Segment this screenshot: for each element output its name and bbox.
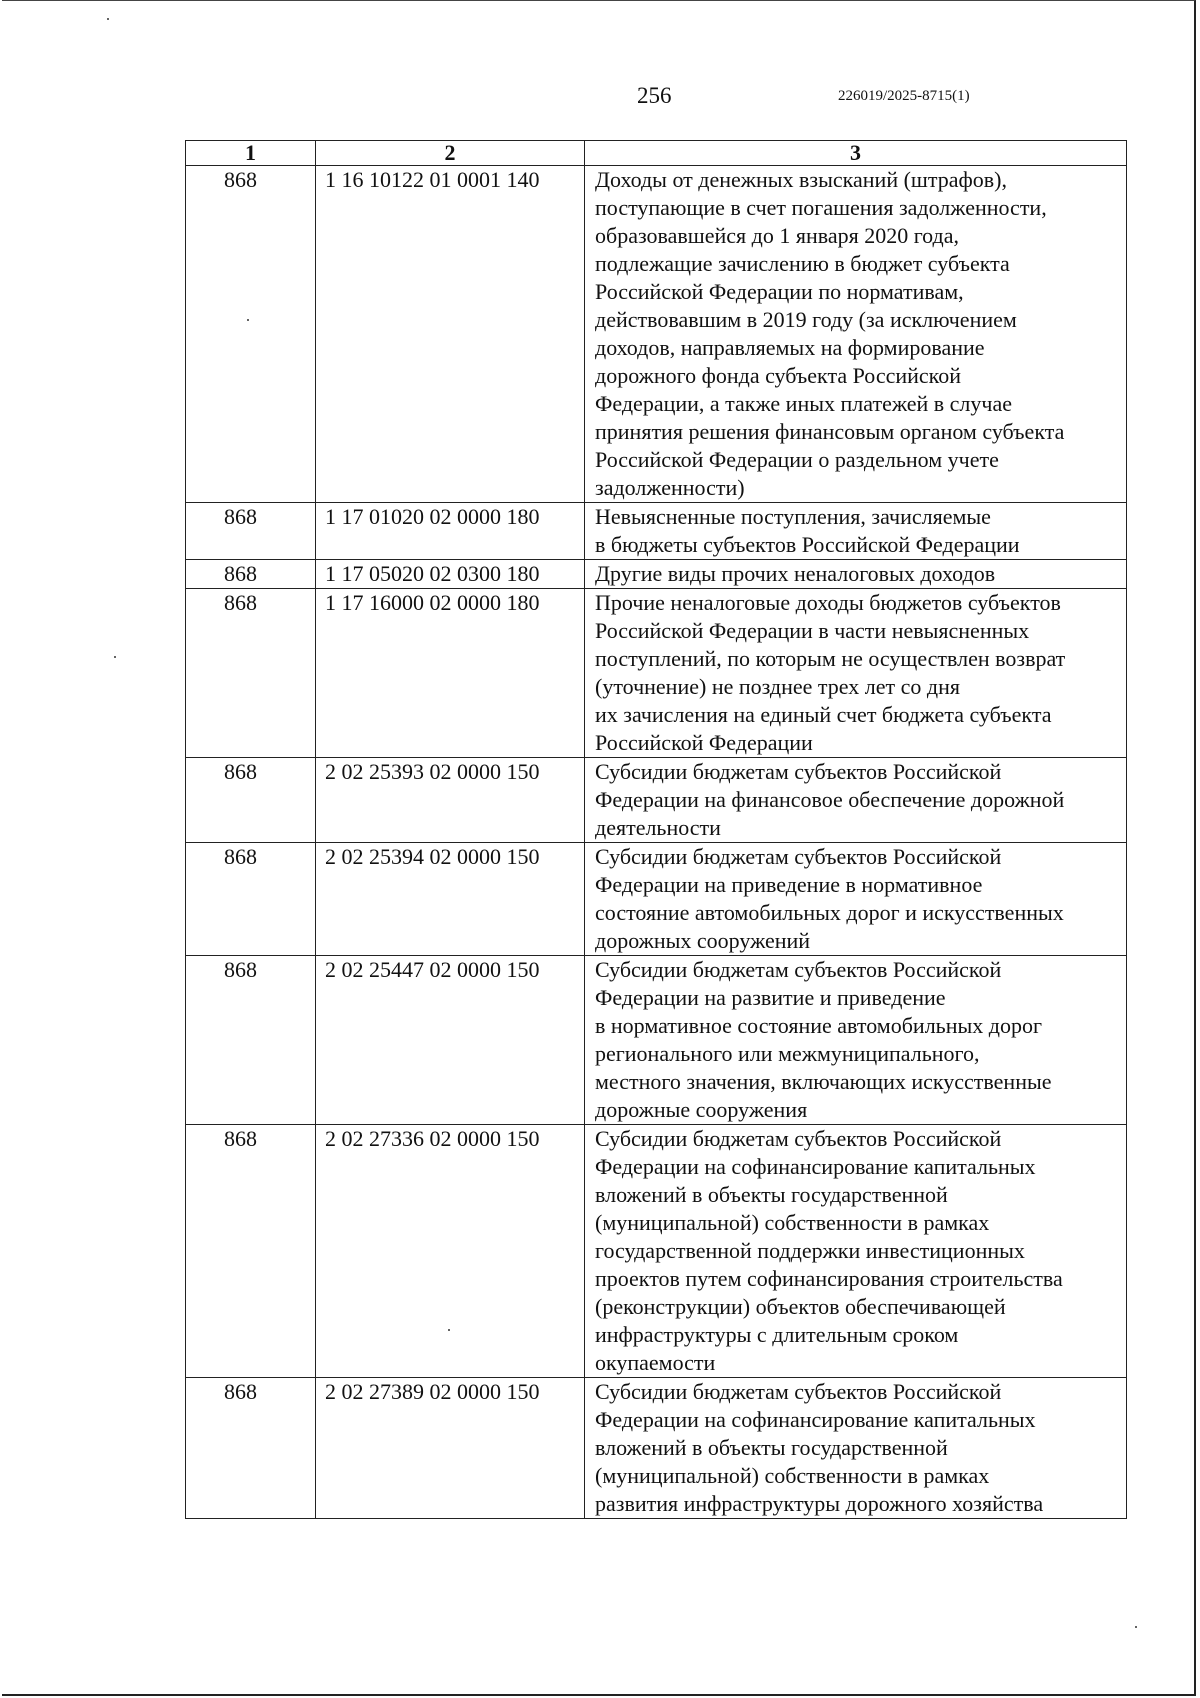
revenue-name-line: состояние автомобильных дорог и искусственных bbox=[595, 900, 1064, 925]
revenue-name-line: вложений в объекты государственной bbox=[595, 1182, 948, 1207]
revenue-name-line: Доходы от денежных взысканий (штрафов), bbox=[595, 167, 1007, 192]
table-row bbox=[186, 166, 1127, 503]
revenue-name-line: Федерации на финансовое обеспечение дорожной bbox=[595, 787, 1065, 812]
admin-code-cell: 868 bbox=[186, 503, 316, 560]
revenue-name-line: Субсидии бюджетам субъектов Российской bbox=[595, 957, 1002, 982]
table-row bbox=[186, 843, 1127, 956]
revenue-name-line: образовавшейся до 1 января 2020 года, bbox=[595, 223, 959, 248]
revenue-name-line: действовавшим в 2019 году (за исключением bbox=[595, 307, 1017, 332]
revenue-name-cell bbox=[585, 503, 1127, 560]
revenue-name-line: Субсидии бюджетам субъектов Российской bbox=[595, 844, 1002, 869]
admin-code-cell: 868 bbox=[186, 843, 316, 956]
revenue-code-cell: 2 02 27336 02 0000 150 bbox=[316, 1125, 585, 1378]
revenue-name-line: (муниципальной) собственности в рамках bbox=[595, 1463, 990, 1488]
revenue-name-line: Федерации на софинансирование капитальных bbox=[595, 1407, 1036, 1432]
revenue-name-line: государственной поддержки инвестиционных bbox=[595, 1238, 1025, 1263]
revenue-name-line: деятельности bbox=[595, 815, 721, 840]
revenue-name-line: Федерации на софинансирование капитальных bbox=[595, 1154, 1036, 1179]
revenue-name-line: Российской Федерации bbox=[595, 730, 813, 755]
revenue-name-line: местного значения, включающих искусственные bbox=[595, 1069, 1052, 1094]
revenue-name-line: дорожные сооружения bbox=[595, 1097, 808, 1122]
revenue-name-line: Невыясненные поступления, зачисляемые bbox=[595, 504, 991, 529]
revenue-name-line: Прочие неналоговые доходы бюджетов субъектов bbox=[595, 590, 1061, 615]
admin-code-cell: 868 bbox=[186, 1125, 316, 1378]
revenue-name-line: дорожного фонда субъекта Российской bbox=[595, 363, 962, 388]
scan-speck bbox=[1135, 1626, 1137, 1628]
column-header-1: 1 bbox=[186, 141, 316, 166]
table-row bbox=[186, 1125, 1127, 1378]
revenue-name-line: инфраструктуры с длительным сроком bbox=[595, 1322, 959, 1347]
revenue-code-cell: 1 17 01020 02 0000 180 bbox=[316, 503, 585, 560]
revenue-name-line: окупаемости bbox=[595, 1350, 716, 1375]
revenue-name-line: Другие виды прочих неналоговых доходов bbox=[595, 561, 996, 586]
revenue-name-line: Федерации на приведение в нормативное bbox=[595, 872, 983, 897]
revenue-code-cell: 1 17 05020 02 0300 180 bbox=[316, 560, 585, 589]
revenue-name-cell bbox=[585, 1378, 1127, 1519]
revenue-name-line: (уточнение) не позднее трех лет со дня bbox=[595, 674, 960, 699]
revenue-name-line: подлежащие зачислению в бюджет субъекта bbox=[595, 251, 1010, 276]
page-number: 256 bbox=[637, 83, 672, 108]
revenue-name-cell bbox=[585, 956, 1127, 1125]
revenue-name-line: Федерации, а также иных платежей в случае bbox=[595, 391, 1013, 416]
revenue-name-line: дорожных сооружений bbox=[595, 928, 811, 953]
document-reference: 226019/2025-8715(1) bbox=[838, 88, 970, 104]
revenue-name-line: доходов, направляемых на формирование bbox=[595, 335, 985, 360]
revenue-name-line: (реконструкции) объектов обеспечивающей bbox=[595, 1294, 1006, 1319]
revenue-name-line: вложений в объекты государственной bbox=[595, 1435, 948, 1460]
revenue-name-line: их зачисления на единый счет бюджета субъекта bbox=[595, 702, 1052, 727]
column-header-2: 2 bbox=[316, 141, 585, 166]
revenue-name-line: (муниципальной) собственности в рамках bbox=[595, 1210, 990, 1235]
table-row bbox=[186, 560, 1127, 589]
scan-speck bbox=[114, 656, 116, 658]
revenue-name-line: задолженности) bbox=[595, 475, 745, 500]
table-body bbox=[186, 166, 1127, 1519]
revenue-name-cell bbox=[585, 560, 1127, 589]
revenue-code-cell: 2 02 25393 02 0000 150 bbox=[316, 758, 585, 843]
revenue-code-cell: 1 17 16000 02 0000 180 bbox=[316, 589, 585, 758]
revenue-name-line: в нормативное состояние автомобильных дорог bbox=[595, 1013, 1042, 1038]
revenue-name-line: Федерации на развитие и приведение bbox=[595, 985, 946, 1010]
revenue-codes-table bbox=[185, 140, 1127, 1519]
scan-speck bbox=[107, 18, 109, 20]
revenue-name-cell bbox=[585, 589, 1127, 758]
admin-code-cell: 868 bbox=[186, 1378, 316, 1519]
revenue-name-cell bbox=[585, 1125, 1127, 1378]
admin-code-cell: 868 bbox=[186, 560, 316, 589]
revenue-name-cell bbox=[585, 166, 1127, 503]
table-row bbox=[186, 1378, 1127, 1519]
revenue-name-line: Российской Федерации о раздельном учете bbox=[595, 447, 999, 472]
revenue-name-line: развития инфраструктуры дорожного хозяйства bbox=[595, 1491, 1044, 1516]
revenue-name-line: поступающие в счет погашения задолженности, bbox=[595, 195, 1047, 220]
revenue-code-cell: 2 02 25394 02 0000 150 bbox=[316, 843, 585, 956]
revenue-name-line: Субсидии бюджетам субъектов Российской bbox=[595, 1379, 1002, 1404]
revenue-name-line: Российской Федерации в части невыясненных bbox=[595, 618, 1030, 643]
table-row bbox=[186, 589, 1127, 758]
revenue-name-line: поступлений, по которым не осуществлен возврат bbox=[595, 646, 1066, 671]
revenue-code-cell: 2 02 25447 02 0000 150 bbox=[316, 956, 585, 1125]
revenue-name-line: Субсидии бюджетам субъектов Российской bbox=[595, 759, 1002, 784]
revenue-name-line: Российской Федерации по нормативам, bbox=[595, 279, 964, 304]
admin-code-cell: 868 bbox=[186, 758, 316, 843]
revenue-name-line: в бюджеты субъектов Российской Федерации bbox=[595, 532, 1020, 557]
table-row bbox=[186, 503, 1127, 560]
revenue-code-cell: 2 02 27389 02 0000 150 bbox=[316, 1378, 585, 1519]
table-header-row bbox=[186, 141, 1127, 166]
admin-code-cell: 868 bbox=[186, 589, 316, 758]
revenue-name-cell bbox=[585, 843, 1127, 956]
table-row bbox=[186, 758, 1127, 843]
revenue-name-line: регионального или межмуниципального, bbox=[595, 1041, 980, 1066]
revenue-name-cell bbox=[585, 758, 1127, 843]
table-row bbox=[186, 956, 1127, 1125]
admin-code-cell: 868 bbox=[186, 956, 316, 1125]
column-header-3: 3 bbox=[585, 141, 1127, 166]
revenue-name-line: проектов путем софинансирования строительства bbox=[595, 1266, 1063, 1291]
revenue-name-line: принятия решения финансовым органом субъекта bbox=[595, 419, 1065, 444]
revenue-code-cell: 1 16 10122 01 0001 140 bbox=[316, 166, 585, 503]
admin-code-cell: 868 bbox=[186, 166, 316, 503]
revenue-name-line: Субсидии бюджетам субъектов Российской bbox=[595, 1126, 1002, 1151]
